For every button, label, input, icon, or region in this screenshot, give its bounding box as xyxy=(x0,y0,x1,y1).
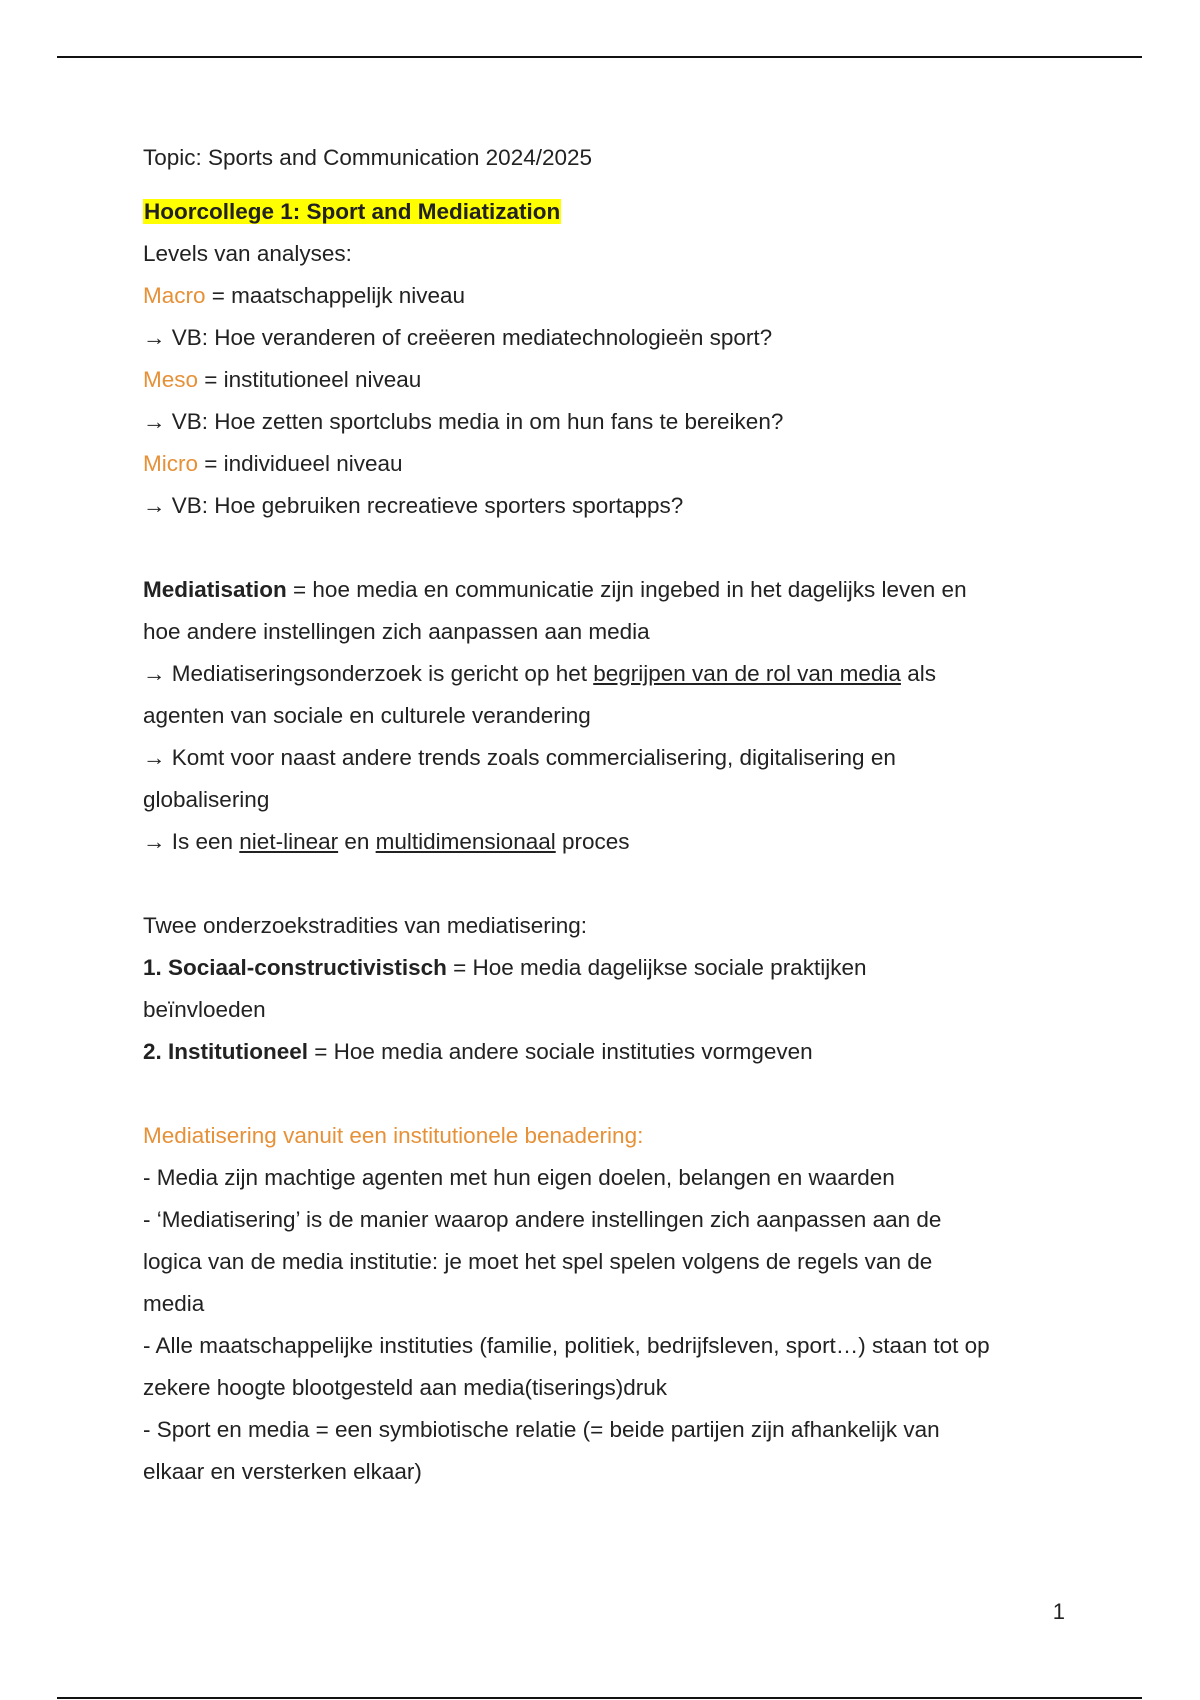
institutional-line: media xyxy=(143,1291,205,1316)
text-segment: proces xyxy=(555,829,630,854)
text-segment: als xyxy=(900,661,936,686)
level-definition: = maatschappelijk niveau xyxy=(205,283,466,308)
spacer xyxy=(143,1073,1073,1115)
text-segment: → Is een xyxy=(143,829,240,854)
tradition-2 xyxy=(143,1031,1073,1073)
mediatisation-point-1-continued: agenten van sociale en culturele verandering xyxy=(143,703,591,728)
text-segment: en xyxy=(338,829,376,854)
highlighted-heading: Hoorcollege 1: Sport and Mediatization xyxy=(144,199,561,224)
level-definition: = individueel niveau xyxy=(198,451,403,476)
level-micro xyxy=(143,443,1073,485)
tradition-1-title: 1. Sociaal-constructivistisch xyxy=(143,955,447,980)
mediatisation-def-continued: hoe andere instellingen zich aanpassen aan media xyxy=(143,619,650,644)
lecture-heading xyxy=(143,191,1073,233)
level-meso xyxy=(143,359,1073,401)
institutional-line: zekere hoogte blootgesteld aan media(tiserings)druk xyxy=(143,1375,668,1400)
level-macro xyxy=(143,275,1073,317)
institutional-line: - ‘Mediatisering’ is de manier waarop andere instellingen zich aanpassen aan de xyxy=(143,1207,942,1232)
institutional-line: - Alle maatschappelijke instituties (familie, politiek, bedrijfsleven, sport…) staan tot op xyxy=(143,1333,990,1358)
tradition-1-text: = Hoe media dagelijkse sociale praktijken xyxy=(446,955,867,980)
mediatisation-definition xyxy=(143,569,1073,611)
document-body xyxy=(143,137,1073,1493)
spacer xyxy=(143,863,1073,905)
tradition-1-continued: beïnvloeden xyxy=(143,997,266,1022)
institutional-line: - Sport en media = een symbiotische relatie (= beide partijen zijn afhankelijk van xyxy=(143,1417,940,1442)
mediatisation-point-1 xyxy=(143,653,1073,695)
tradition-2-text: = Hoe media andere sociale instituties vormgeven xyxy=(308,1039,813,1064)
bottom-rule xyxy=(57,1697,1142,1699)
tradition-1 xyxy=(143,947,1073,989)
level-micro-example: → VB: Hoe gebruiken recreatieve sporters sportapps? xyxy=(143,493,684,518)
spacer xyxy=(143,527,1073,569)
mediatisation-term: Mediatisation xyxy=(143,577,287,602)
page-number: 1 xyxy=(1052,1599,1065,1624)
mediatisation-point-2: → Komt voor naast andere trends zoals commercialisering, digitalisering en xyxy=(143,745,896,770)
underlined-phrase: niet-linear xyxy=(239,829,339,854)
level-term: Micro xyxy=(143,451,198,476)
level-term: Meso xyxy=(143,367,199,392)
level-definition: = institutioneel niveau xyxy=(198,367,422,392)
institutional-line: logica van de media institutie: je moet het spel spelen volgens de regels van de xyxy=(143,1249,933,1274)
mediatisation-point-3 xyxy=(143,821,1073,863)
mediatisation-def-text: = hoe media en communicatie zijn ingebed in het dagelijks leven en xyxy=(286,577,967,602)
underlined-phrase: multidimensionaal xyxy=(375,829,556,854)
top-rule xyxy=(57,56,1142,58)
institutional-heading: Mediatisering vanuit een institutionele benadering: xyxy=(143,1123,644,1148)
topic-line: Topic: Sports and Communication 2024/2025 xyxy=(143,145,593,170)
level-term: Macro xyxy=(143,283,206,308)
institutional-line: - Media zijn machtige agenten met hun eigen doelen, belangen en waarden xyxy=(143,1165,895,1190)
institutional-line: elkaar en versterken elkaar) xyxy=(143,1459,422,1484)
traditions-intro: Twee onderzoekstradities van mediatisering: xyxy=(143,913,587,938)
level-meso-example: → VB: Hoe zetten sportclubs media in om hun fans te bereiken? xyxy=(143,409,784,434)
level-macro-example: → VB: Hoe veranderen of creëeren mediatechnologieën sport? xyxy=(143,325,773,350)
underlined-phrase: begrijpen van de rol van media xyxy=(593,661,901,686)
text-segment: → Mediatiseringsonderzoek is gericht op het xyxy=(143,661,594,686)
tradition-2-title: 2. Institutioneel xyxy=(143,1039,309,1064)
levels-intro: Levels van analyses: xyxy=(143,241,352,266)
mediatisation-point-2-continued: globalisering xyxy=(143,787,270,812)
